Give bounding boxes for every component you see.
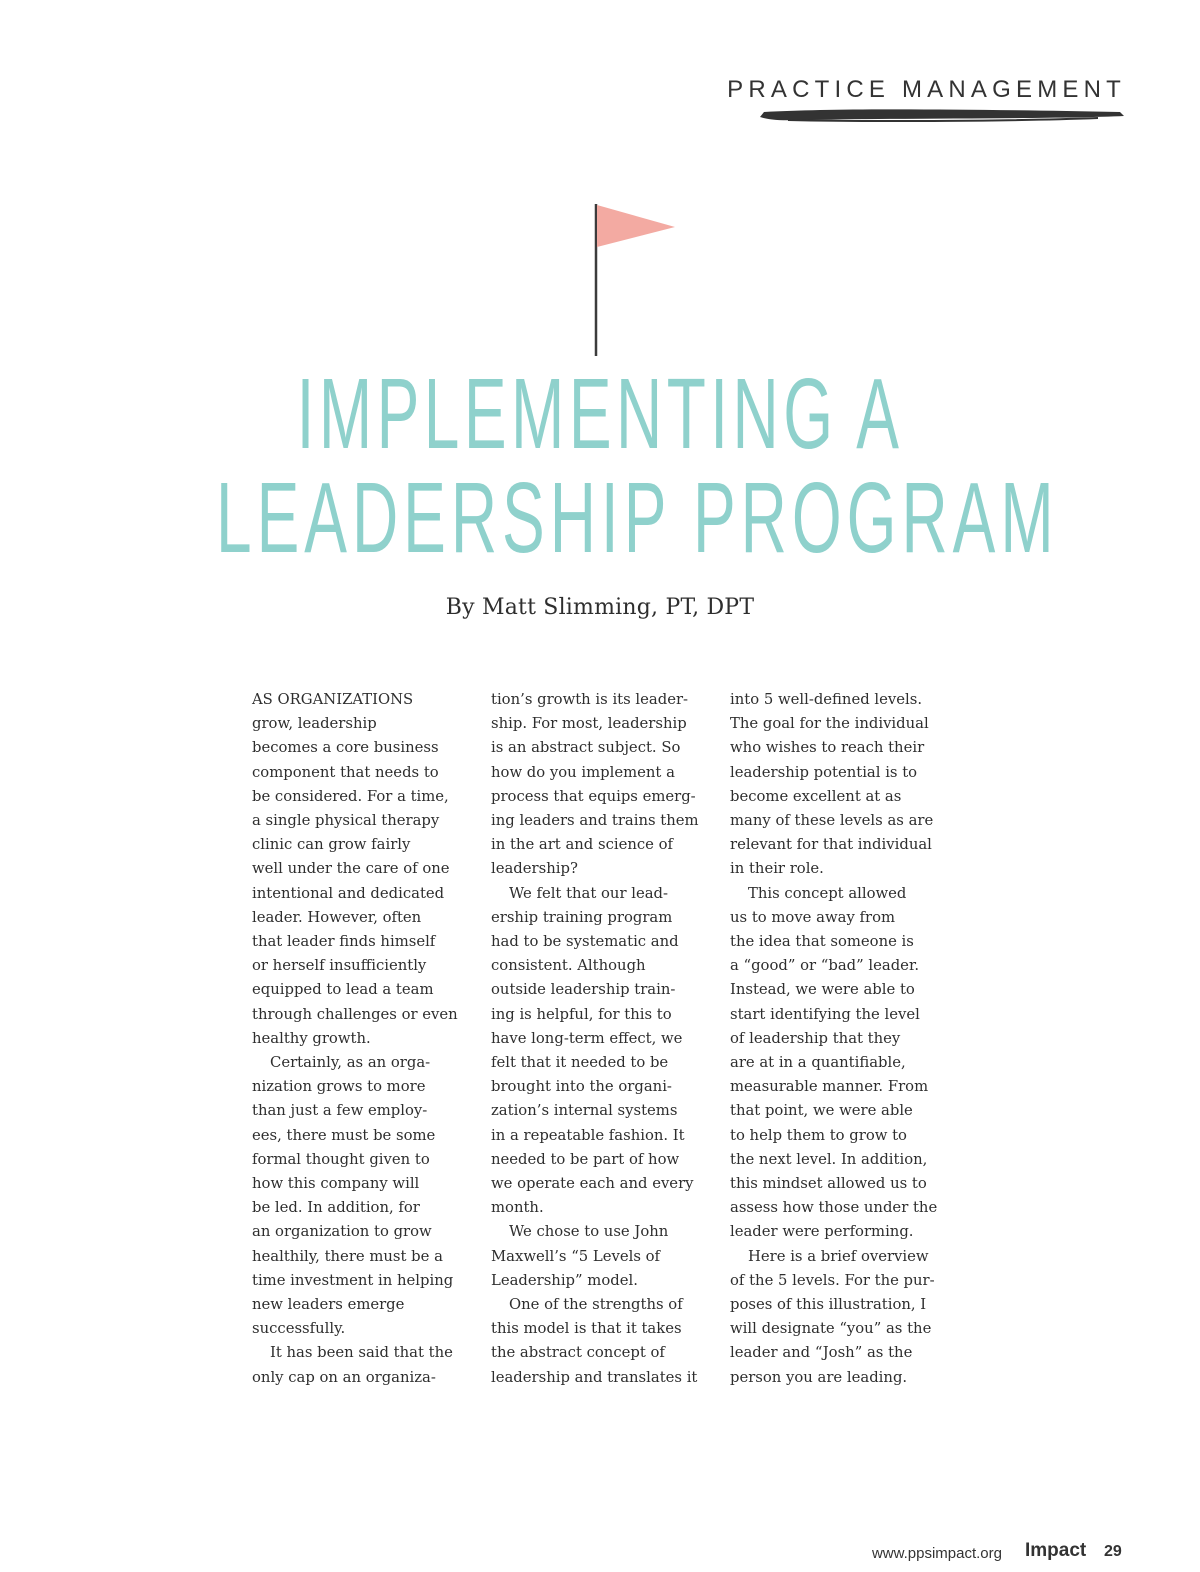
text-line: that leader finds himself (252, 933, 436, 951)
text-column-2 (491, 688, 713, 1390)
text-line: grow, leadership (252, 715, 377, 733)
text-line: this model is that it takes (491, 1320, 682, 1338)
text-line: consistent. Although (491, 957, 646, 975)
text-line: ing is helpful, for this to (491, 1005, 672, 1023)
text-line: component that needs to (252, 763, 439, 781)
brush-underline (758, 106, 1128, 124)
text-line: well under the care of one (252, 860, 450, 878)
text-line: ees, there must be some (252, 1126, 436, 1144)
text-line: leader were performing. (730, 1223, 914, 1241)
text-line: Here is a brief overview (748, 1247, 929, 1265)
text-line: the abstract concept of (491, 1344, 665, 1362)
text-line: had to be systematic and (491, 933, 679, 951)
text-line: are at in a quantifiable, (730, 1054, 906, 1072)
text-line: becomes a core business (252, 739, 439, 757)
text-line: leader. However, often (252, 908, 422, 926)
text-line: a single physical therapy (252, 812, 440, 830)
text-line: than just a few employ- (252, 1102, 428, 1120)
text-line: become excellent at as (730, 787, 902, 805)
text-line: be led. In addition, for (252, 1199, 420, 1217)
text-line: in a repeatable fashion. It (491, 1126, 685, 1144)
text-line: in their role. (730, 860, 824, 878)
text-line: felt that it needed to be (491, 1054, 669, 1072)
text-line: clinic can grow fairly (252, 836, 411, 854)
text-line: Leadership” model. (491, 1271, 638, 1289)
title-line-1: IMPLEMENTING A (296, 358, 904, 470)
text-line: will designate “you” as the (730, 1320, 932, 1338)
text-line: leadership? (491, 860, 578, 878)
text-line: of leadership that they (730, 1029, 901, 1047)
text-line: of the 5 levels. For the pur- (730, 1271, 935, 1289)
text-line: the next level. In addition, (730, 1150, 928, 1168)
text-line: AS ORGANIZATIONS (252, 691, 414, 708)
text-line: measurable manner. From (730, 1078, 929, 1096)
text-line: We felt that our lead- (509, 884, 669, 902)
text-line: that point, we were able (730, 1102, 913, 1120)
text-line: ing leaders and trains them (491, 812, 699, 830)
text-line: who wishes to reach their (730, 739, 925, 757)
text-line: how this company will (252, 1175, 420, 1193)
text-line: start identifying the level (730, 1005, 920, 1023)
text-line: formal thought given to (252, 1150, 430, 1168)
section-label: PRACTICE MANAGEMENT (727, 76, 1126, 103)
text-line: ership training program (491, 908, 673, 926)
article-title (0, 358, 1200, 574)
text-line: have long-term effect, we (491, 1029, 683, 1047)
flag-icon (588, 200, 680, 360)
text-line: through challenges or even (252, 1005, 458, 1023)
text-line: Instead, we were able to (730, 981, 915, 999)
text-line: healthy growth. (252, 1029, 371, 1047)
text-line: brought into the organi- (491, 1078, 672, 1096)
text-line: process that equips emerg- (491, 787, 696, 805)
text-line: equipped to lead a team (252, 981, 434, 999)
text-line: zation’s internal systems (491, 1102, 678, 1120)
text-line: only cap on an organiza- (252, 1368, 436, 1386)
text-line: an organization to grow (252, 1223, 432, 1241)
text-line: leader and “Josh” as the (730, 1344, 913, 1362)
text-line: is an abstract subject. So (491, 739, 681, 757)
text-line: this mindset allowed us to (730, 1175, 927, 1193)
text-line: month. (491, 1199, 544, 1217)
text-line: It has been said that the (270, 1344, 453, 1362)
text-line: the idea that someone is (730, 933, 914, 951)
text-line: Certainly, as an orga- (270, 1054, 431, 1072)
text-line: us to move away from (730, 908, 896, 926)
page-number: 29 (1104, 1543, 1122, 1560)
title-line-2: LEADERSHIP PROGRAM (216, 462, 1059, 574)
text-line: This concept allowed (748, 884, 907, 902)
text-line: leadership and translates it (491, 1368, 698, 1386)
text-line: or herself insufficiently (252, 957, 427, 975)
text-line: how do you implement a (491, 763, 675, 781)
text-line: needed to be part of how (491, 1150, 680, 1168)
footer-url[interactable]: www.ppsimpact.org (871, 1545, 1002, 1562)
text-line: we operate each and every (491, 1175, 694, 1193)
text-line: outside leadership train- (491, 981, 676, 999)
text-line: poses of this illustration, I (730, 1296, 927, 1314)
text-line: leadership potential is to (730, 763, 918, 781)
text-line: One of the strengths of (509, 1296, 683, 1314)
text-column-3 (730, 688, 952, 1390)
text-line: intentional and dedicated (252, 884, 445, 902)
text-line: assess how those under the (730, 1199, 938, 1217)
text-line: to help them to grow to (730, 1126, 907, 1144)
footer-brand: Impact (1025, 1540, 1087, 1561)
text-column-1 (252, 688, 474, 1390)
text-line: ship. For most, leadership (491, 715, 687, 733)
text-line: relevant for that individual (730, 836, 932, 854)
text-line: many of these levels as are (730, 812, 934, 830)
text-line: time investment in helping (252, 1271, 454, 1289)
byline: By Matt Slimming, PT, DPT (445, 595, 755, 620)
text-line: into 5 well-defined levels. (730, 691, 923, 708)
text-line: Maxwell’s “5 Levels of (491, 1247, 661, 1265)
text-line: The goal for the individual (730, 715, 929, 733)
text-line: be considered. For a time, (252, 787, 449, 805)
text-line: in the art and science of (491, 836, 674, 854)
text-line: nization grows to more (252, 1078, 426, 1096)
text-line: person you are leading. (730, 1368, 908, 1386)
text-line: new leaders emerge (252, 1296, 405, 1314)
text-line: We chose to use John (509, 1223, 669, 1241)
text-line: tion’s growth is its leader- (491, 691, 689, 708)
text-line: successfully. (252, 1320, 346, 1338)
text-line: a “good” or “bad” leader. (730, 957, 920, 975)
text-line: healthily, there must be a (252, 1247, 443, 1265)
